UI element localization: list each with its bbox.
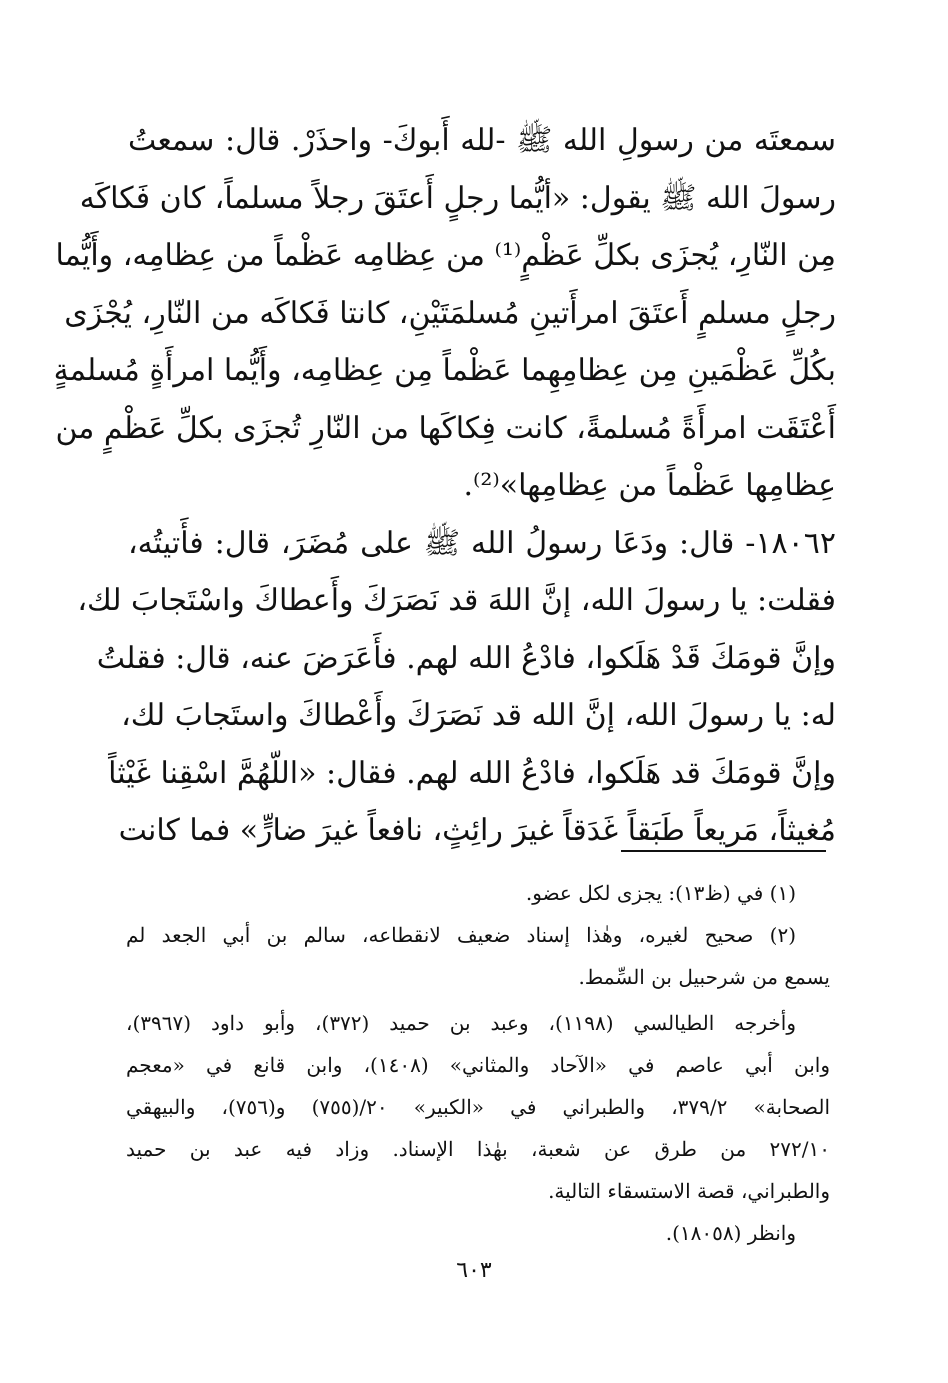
footnote-2: (٢) صحيح لغيره، وهٰذا إسناد ضعيف لانقطاعه، سالم بن أبي الجعد لم: [126, 923, 796, 947]
main-text-line: وإنَّ قومَكَ قَدْ هَلَكوا، فادْعُ الله لهم. فأَعَرَضَ عنه، قال: فقلتُ: [96, 640, 836, 676]
hadith-start-line: ١٨٠٦٢- قال: ودَعَا رسولُ الله ﷺ على مُضَرَ، قال: فأَتيتُه،: [128, 525, 836, 561]
page-number: ٦٠٣: [456, 1258, 492, 1283]
main-text-line: أَعْتَقَت امرأَةً مُسلمةً، كانت فِكاكَها من النّارِ تُجزَى بكلِّ عَظْمٍ من: [55, 410, 836, 446]
footnote-line: ٢٧٢/١٠ من طرق عن شعبة، بهٰذا الإسناد. وزاد فيه عبد بن حميد: [126, 1137, 830, 1161]
footnote-line: يسمع من شرحبيل بن السِّمط.: [578, 965, 830, 989]
footnote-line: وابن أبي عاصم في «الآحاد والمثاني» (١٤٠٨)، وابن قانع في «معجم: [126, 1053, 830, 1077]
footnote-divider: [621, 850, 826, 852]
main-text-line: رسولَ الله ﷺ يقول: «أيُّما رجلٍ أَعتَقَ رجلاً مسلماً، كان فَكاكَه: [79, 180, 836, 216]
main-text-line: بكُلِّ عَظْمَينِ مِن عِظامِهِما عَظْماً مِن عِظامِه، وأَيُّما امرأَةٍ مُسلمةٍ: [53, 353, 836, 388]
main-text-line: مُغيثاً، مَريعاً طَبَقاً غَدَقاً غيرَ رائِثٍ، نافعاً غيرَ ضارٍّ» فما كانت: [118, 813, 836, 848]
footnote-line: والطبراني، قصة الاستسقاء التالية.: [548, 1179, 830, 1203]
footnote-line: الصحابة» ٣٧٩/٢، والطبراني في «الكبير» ٢٠/(٧٥٥) و(٧٥٦)، والبيهقي: [126, 1095, 831, 1119]
main-text-line: وإنَّ قومَكَ قد هَلَكوا، فادْعُ الله لهم. فقال: «اللّهُمَّ اسْقِنا غَيْثاً: [108, 755, 836, 791]
main-text-line: عِظامِها عَظْماً من عِظامِها»⁽²⁾.: [463, 468, 836, 503]
footnote-line: وانظر (١٨٠٥٨).: [665, 1221, 796, 1245]
footnote-line: وأخرجه الطيالسي (١١٩٨)، وعبد بن حميد (٣٧٢)، وأبو داود (٣٩٦٧)،: [126, 1011, 796, 1035]
main-text-line: مِن النّارِ، يُجزَى بكلِّ عَظْمٍ⁽¹⁾ من عِظامِه عَظْماً من عِظامِه، وأَيُّما: [55, 238, 836, 273]
footnotes-block: [126, 872, 830, 1254]
main-text-line: رجلٍ مسلمٍ أَعتَقَ امرأَتينِ مُسلمَتَيْنِ، كانتا فَكاكَه من النّارِ، يُجْزَى: [64, 295, 836, 331]
main-text-line: له: يا رسولَ الله، إنَّ الله قد نَصَرَكَ وأَعْطاكَ واستَجابَ لك،: [121, 698, 836, 733]
main-text-block: [53, 112, 836, 860]
footnote-1: (١) في (ظ١٣): يجزى لكل عضو.: [525, 881, 796, 905]
main-text-line: سمعتَه من رسولِ الله ﷺ -لله أَبوكَ- واحذَرْ. قال: سمعتُ: [128, 123, 836, 158]
main-text-line: فقلت: يا رسولَ الله، إنَّ اللهَ قد نَصَرَكَ وأَعطاكَ واسْتَجابَ لك،: [77, 583, 836, 618]
